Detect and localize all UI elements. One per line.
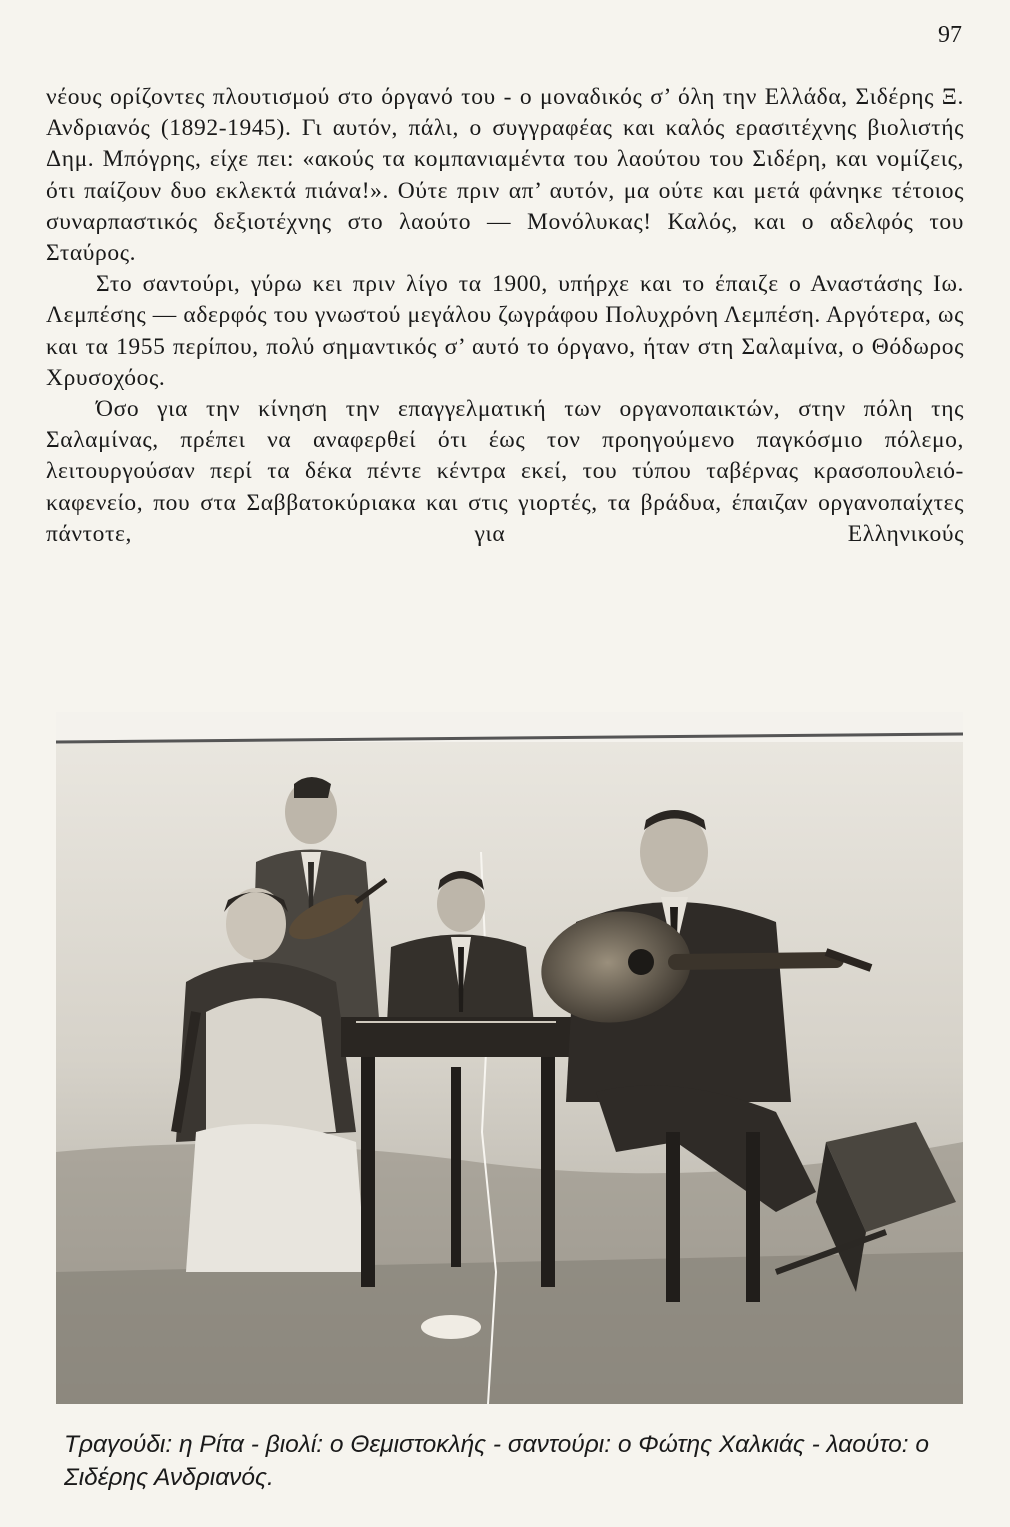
paragraph-1: νέους ορίζοντες πλουτισμού στο όργανό του - ο μοναδικός σ’ όλη την Ελλάδα, Σιδέρης Ξ. Ανδριανός (1892-1945). Γι αυτόν, πάλι, ο συγγραφέας και καλός ερασιτέχνης βιολιστής Δημ. Μπόγρης, είχε πει: «ακούς τα κομπανιαμέντα του λαούτου του Σιδέρη, και νομίζεις, ότι παίζουν δυο εκλεκτά πιάνα!». Ούτε πριν απ’ αυτόν, μα ούτε και μετά φάνηκε τέτοιος συναρπαστικός δεξιοτέχνης στο λαούτο — Μονόλυκας! Καλός, και ο αδελφός του Σταύρος. (46, 84, 964, 267)
photo-illustration (56, 712, 963, 1404)
body-text (46, 82, 964, 550)
page-number: 97 (938, 22, 962, 48)
paragraph-2: Στο σαντούρι, γύρω κει πριν λίγο τα 1900, υπήρχε και το έπαιζε ο Αναστάσης Ιω. Λεμπέσης — αδερφός του γνωστού μεγάλου ζωγράφου Πολυχρόνη Λεμπέση. Αργότερα, ως και τα 1955 περίπου, πολύ σημαντικός σ’ αυτό το όργανο, ήταν στη Σαλαμίνα, ο Θόδωρος Χρυσοχόος. (46, 271, 964, 391)
musicians-photograph (56, 712, 963, 1404)
photo-caption: Τραγούδι: η Ρίτα - βιολί: ο Θεμιστοκλής - σαντούρι: ο Φώτης Χαλκιάς - λαούτο: ο Σιδέρης Ανδριανός. (64, 1431, 930, 1491)
paragraph-3: Όσο για την κίνηση την επαγγελματική των οργανοπαικτών, στην πόλη της Σαλαμίνας, πρέπει να αναφερθεί ότι έως τον προηγούμενο παγκόσμιο πόλεμο, λειτουργούσαν περί τα δέκα πέντε κέντρα εκεί, του τύπου ταβέρνας κρασοπουλειό-καφενείο, που στα Σαββατοκύριακα και στις γιορτές, τα βράδυα, έπαιζαν οργανοπαίχτες πάντοτε, για Ελληνικούς (46, 396, 964, 547)
